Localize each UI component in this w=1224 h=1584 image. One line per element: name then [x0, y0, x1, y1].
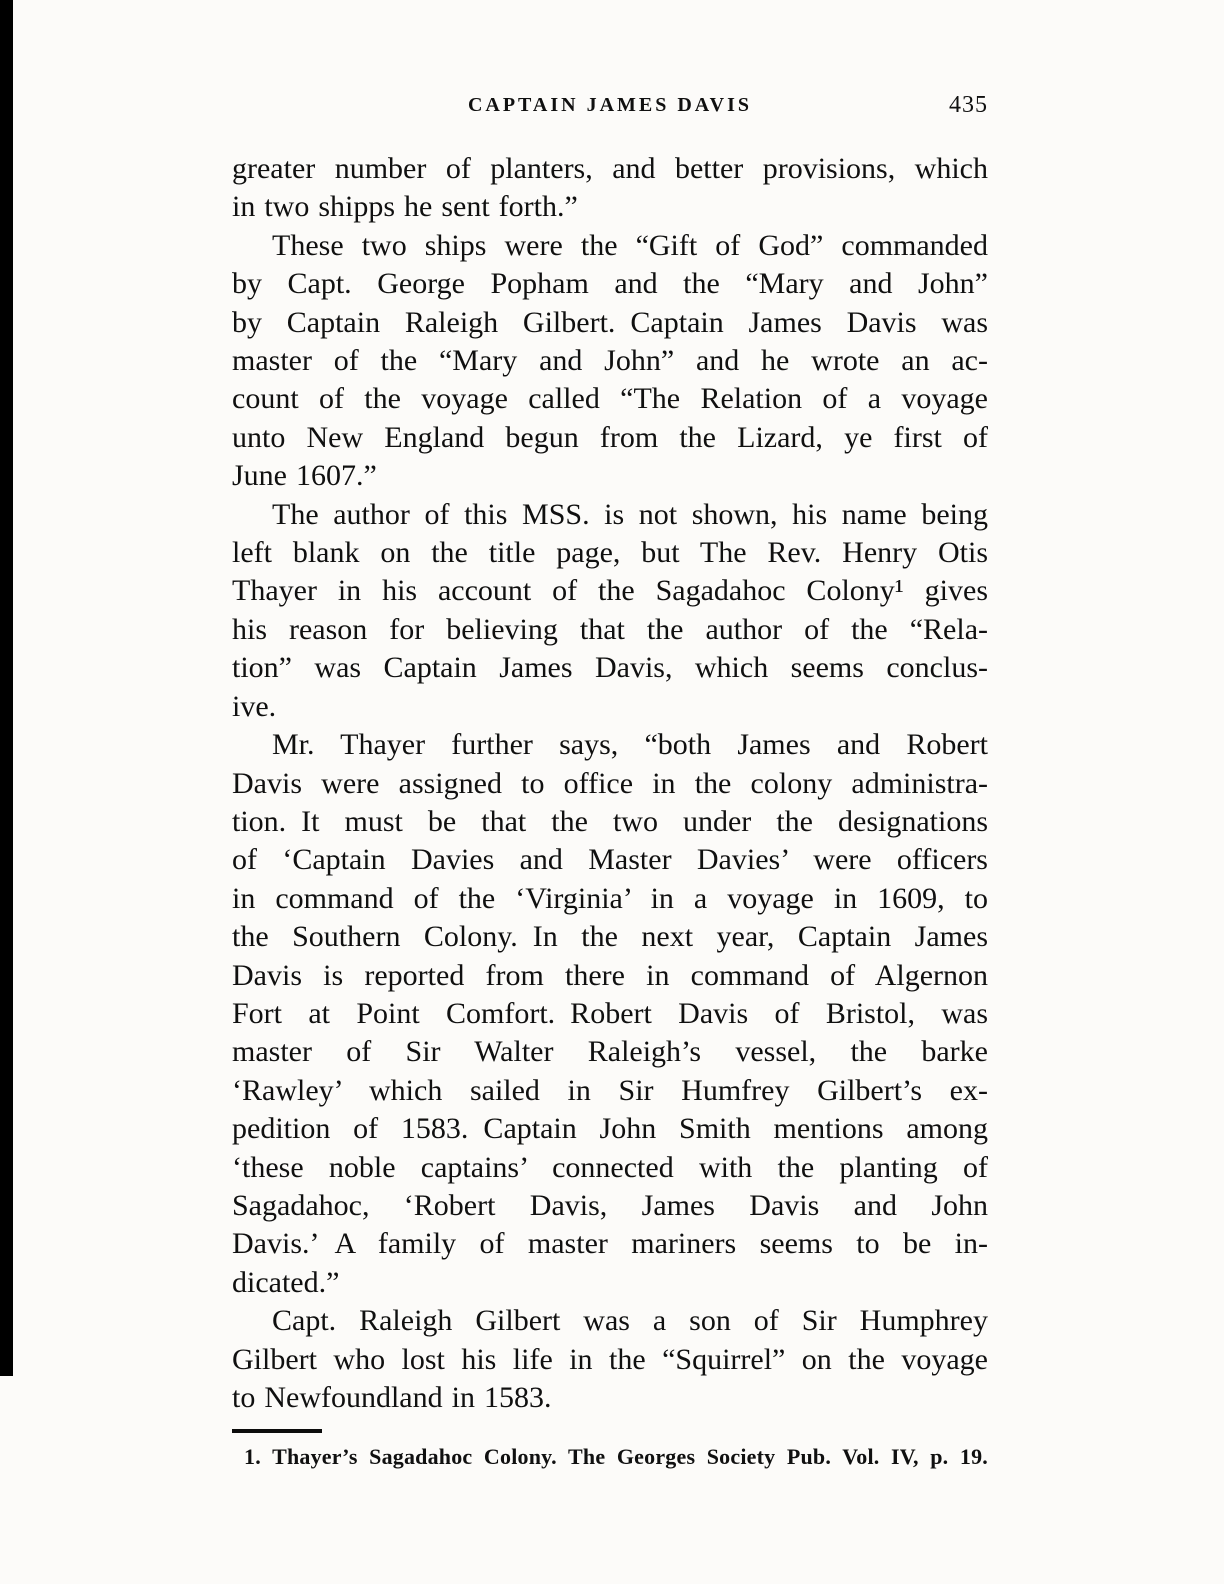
text-line: ‘these noble captains’ connected with the planting of — [232, 1150, 988, 1184]
text-line: of ‘Captain Davies and Master Davies’ were officers — [232, 843, 988, 877]
body-paragraph — [232, 496, 988, 726]
footnote-text: 1. Thayer’s Sagadahoc Colony. The Georges Society Pub. Vol. IV, p. 19. — [244, 1444, 988, 1469]
text-line: count of the voyage called “The Relation of a voyage — [232, 382, 988, 416]
running-head-title: CAPTAIN JAMES DAVIS — [467, 94, 753, 116]
text-line: Gilbert who lost his life in the “Squirrel” on the voyage — [232, 1342, 988, 1376]
text-line: dicated.” — [232, 1265, 340, 1299]
text-line: the Southern Colony. In the next year, Captain James — [232, 920, 988, 954]
text-line: greater number of planters, and better provisions, which — [232, 152, 988, 185]
scan-gutter-bar — [0, 0, 13, 1376]
text-line: tion” was Captain James Davis, which seems conclus- — [232, 651, 988, 685]
page-header — [232, 92, 988, 120]
text-line: Sagadahoc, ‘Robert Davis, James Davis and John — [232, 1188, 988, 1222]
body-text-block — [232, 150, 988, 1417]
text-line: tion. It must be that the two under the designations — [232, 804, 988, 838]
text-line: These two ships were the “Gift of God” commanded — [272, 228, 988, 262]
text-line: Fort at Point Comfort. Robert Davis of Bristol, was — [232, 996, 988, 1030]
text-line: in two shipps he sent forth.” — [232, 190, 578, 224]
footnote-rule — [232, 1429, 322, 1433]
text-line: ‘Rawley’ which sailed in Sir Humfrey Gilbert’s ex- — [232, 1073, 988, 1107]
text-line: unto New England begun from the Lizard, ye first of — [232, 420, 988, 454]
text-line: to Newfoundland in 1583. — [232, 1381, 552, 1414]
page-number: 435 — [949, 92, 988, 118]
text-line: in command of the ‘Virginia’ in a voyage in 1609, to — [232, 881, 988, 915]
text-line: master of Sir Walter Raleigh’s vessel, the barke — [232, 1035, 988, 1069]
text-line: The author of this MSS. is not shown, his name being — [272, 497, 988, 531]
text-line: ive. — [232, 689, 277, 723]
text-line: June 1607.” — [232, 459, 377, 493]
body-paragraph — [232, 1302, 988, 1417]
body-paragraph — [232, 227, 988, 496]
text-line: by Captain Raleigh Gilbert. Captain James Davis was — [232, 305, 988, 339]
text-line: Davis were assigned to office in the colony administra- — [232, 766, 988, 800]
body-paragraph — [232, 726, 988, 1302]
text-line: Davis.’ A family of master mariners seems to be in- — [232, 1227, 988, 1261]
text-line: Thayer in his account of the Sagadahoc Colony¹ gives — [232, 574, 988, 608]
text-line: Capt. Raleigh Gilbert was a son of Sir Humphrey — [272, 1304, 988, 1338]
text-line: master of the “Mary and John” and he wrote an ac- — [232, 344, 988, 378]
text-line: Davis is reported from there in command of Algernon — [232, 958, 988, 992]
body-paragraph — [232, 150, 988, 227]
footnote — [232, 1429, 988, 1470]
text-line: pedition of 1583. Captain John Smith mentions among — [232, 1112, 988, 1146]
text-line: his reason for believing that the author of the “Rela- — [232, 612, 988, 646]
text-line: left blank on the title page, but The Rev. Henry Otis — [232, 536, 988, 570]
text-line: Mr. Thayer further says, “both James and Robert — [272, 728, 988, 762]
text-line: by Capt. George Popham and the “Mary and John” — [232, 267, 988, 301]
